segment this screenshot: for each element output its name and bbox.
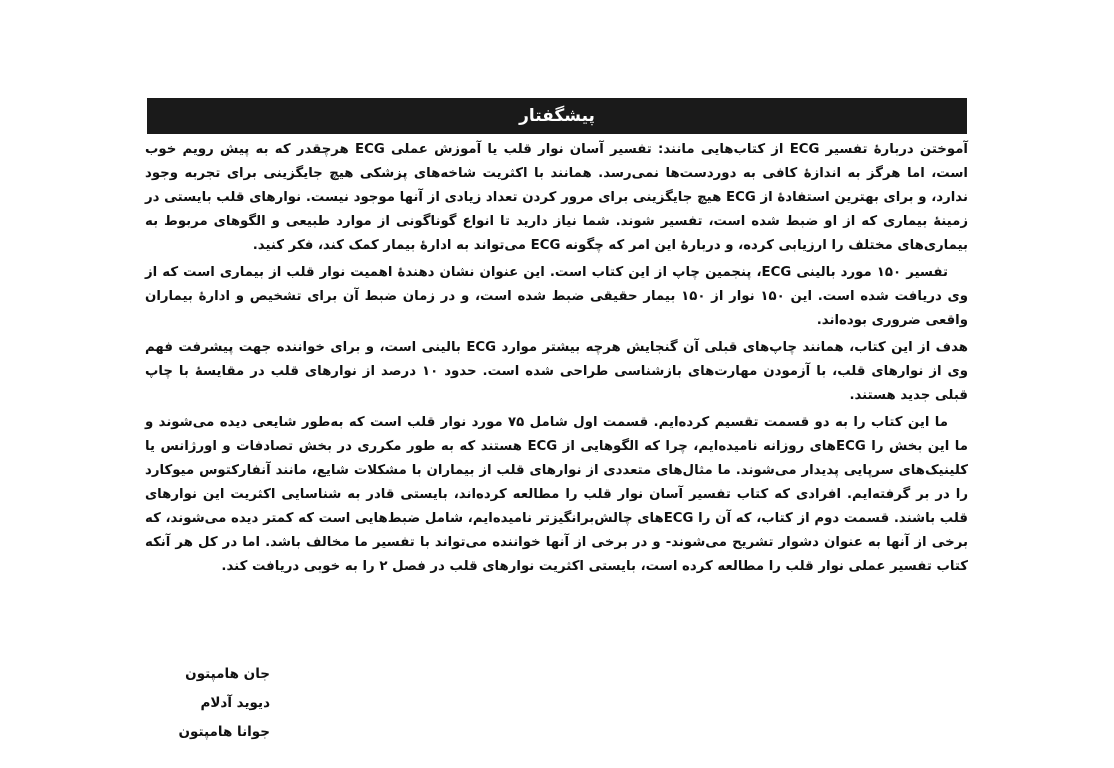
author-name: دیوید آدلام xyxy=(200,695,270,711)
author-name: جان هامپتون xyxy=(185,666,270,682)
paragraph: هدف از این کتاب، همانند چاپ‌های قبلی آن گنجایش هرچه بیشتر موارد ECG بالینی است، و برای خواننده جهت پیشرفت فهم وی از نوارهای قلب، با آزمودن مهارت‌های بازشناسی طراحی شده است. حدود ۱۰ درصد از نوارهای قلب در مقایسهٔ با چاپ قبلی جدید هستند. xyxy=(145,340,968,403)
paragraph: ما این کتاب را به دو قسمت تقسیم کرده‌ایم. قسمت اول شامل ۷۵ مورد نوار قلب است که به‌طور شایعی دیده می‌شوند و ما این بخش را ECGهای روزانه نامیده‌ایم، چرا که الگوهایی از ECG هستند که به طور مکرری در بخش تصادفات و اورژانس یا کلینیک‌های سرپایی پدیدار می‌شوند. ما مثال‌های متعددی از نوارهای قلب از بیماران با مشکلات شایع، مانند آنفارکتوس میوکارد را در بر گرفته‌ایم. افرادی که کتاب تفسیر آسان نوار قلب را مطالعه کرده‌اند، بایستی قادر به شناسایی اکثریت این نوارهای قلب باشند. قسمت دوم از کتاب، که آن را ECGهای چالش‌برانگیزتر نامیده‌ایم، شامل ضبط‌هایی است که کمتر دیده می‌شوند، که برخی از آنها به عنوان دشوار تشریح می‌شوند- و در برخی از آنها خواننده می‌تواند با تفسیر ما مخالف باشد. اما در کل هر آنکه کتاب تفسیر عملی نوار قلب را مطالعه کرده است، بایستی اکثریت نوارهای قلب در فصل ۲ را به خوبی دریافت کند. xyxy=(145,415,969,574)
paragraph: تفسیر ۱۵۰ مورد بالینی ECG، پنجمین چاپ از این کتاب است. این عنوان نشان دهندهٔ اهمیت نوار قلب از بیماری است که از وی دریافت شده است. این ۱۵۰ نوار از ۱۵۰ بیمار حقیقی ضبط شده است، و در زمان ضبط آن برای تشخیص و ادارهٔ بیماران واقعی ضروری بوده‌اند. xyxy=(145,265,968,328)
author-signatures xyxy=(150,660,270,747)
paragraph: آموختن دربارهٔ تفسیر ECG از کتاب‌هایی مانند: تفسیر آسان نوار قلب یا آموزش عملی ECG هرچقدر که به پیش رویم خوب است، اما هرگز به اندازهٔ کافی به دوردست‌ها نمی‌رسد. همانند با اکثریت شاخه‌های پزشکی هیچ جایگزینی برای تجربه وجود ندارد، و برای بهترین استفادهٔ از ECG هیچ جایگزینی برای مرور کردن تعداد زیادی از آنها موجود نیست. نوارهای قلب بایستی در زمینهٔ بیماری که از او ضبط شده است، تفسیر شوند. شما نیاز دارید تا انواع گوناگونی از موارد طبیعی و الگوهای مربوط به بیماری‌های مختلف را ارزیابی کرده، و دربارهٔ این امر که چگونه ECG می‌تواند به ادارهٔ بیمار کمک کند، فکر کنید. xyxy=(145,142,968,253)
heading-bar xyxy=(147,98,967,134)
author-name: جوانا هامپتون xyxy=(178,724,270,740)
preface-body xyxy=(145,138,968,582)
page-heading: پیشگفتار xyxy=(519,106,595,126)
